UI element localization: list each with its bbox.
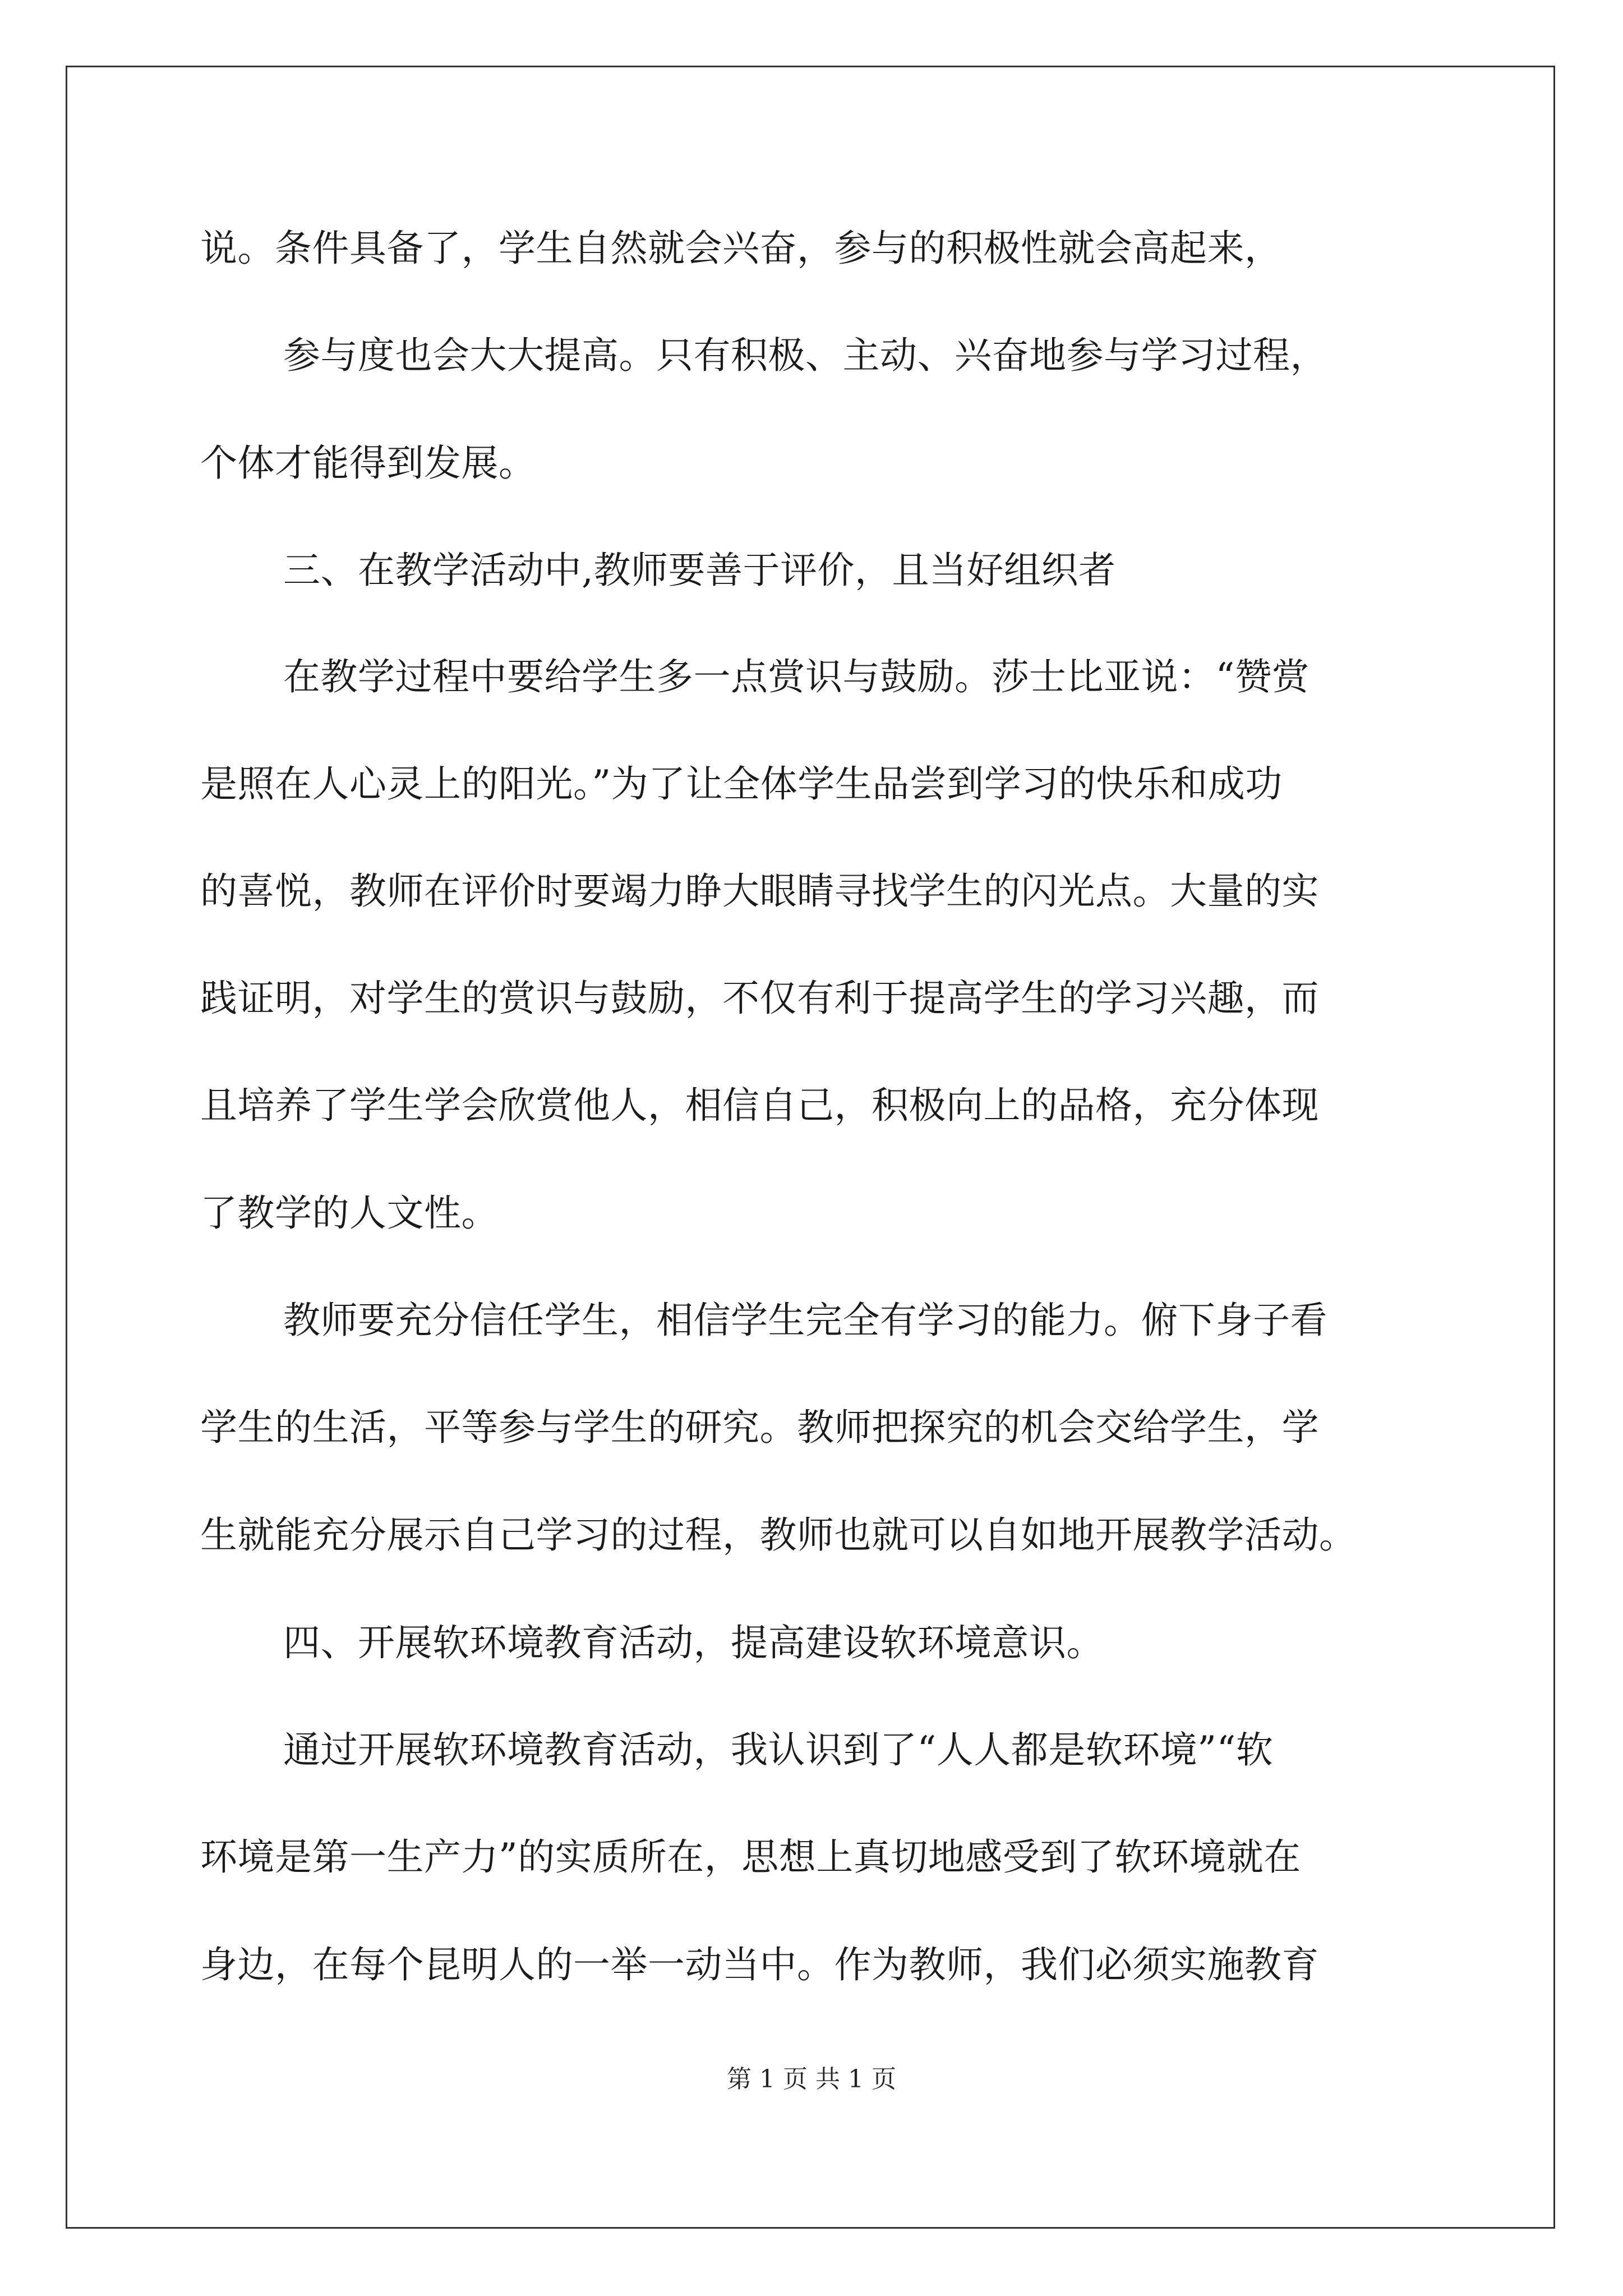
text-line: 通过开展软环境教育活动，我认识到了“人人都是软环境”“软 bbox=[283, 1728, 1274, 1772]
page-border bbox=[66, 66, 1555, 2229]
page-footer: 第 1 页 共 1 页 bbox=[727, 2065, 896, 2093]
section-heading: 三、在教学活动中,教师要善于评价，且当好组织者 bbox=[283, 549, 1116, 592]
text-line: 的喜悦，教师在评价时要竭力睁大眼睛寻找学生的闪光点。大量的实 bbox=[200, 869, 1319, 913]
text-line: 在教学过程中要给学生多一点赏识与鼓励。莎士比亚说：“赞赏 bbox=[283, 655, 1310, 698]
text-line: 且培养了学生学会欣赏他人，相信自己，积极向上的品格，充分体现 bbox=[200, 1084, 1319, 1127]
text-line: 生就能充分展示自己学习的过程，教师也就可以自如地开展教学活动。 bbox=[200, 1513, 1357, 1557]
text-line: 个体才能得到发展。 bbox=[200, 441, 536, 485]
text-line: 说。条件具备了，学生自然就会兴奋，参与的积极性就会高起来， bbox=[200, 227, 1282, 270]
section-heading: 四、开展软环境教育活动，提高建设软环境意识。 bbox=[283, 1621, 1104, 1664]
text-line: 环境是第一生产力”的实质所在，思想上真切地感受到了软环境就在 bbox=[200, 1835, 1301, 1879]
text-line: 身边，在每个昆明人的一举一动当中。作为教师，我们必须实施教育 bbox=[200, 1943, 1319, 1986]
text-line: 学生的生活，平等参与学生的研究。教师把探究的机会交给学生，学 bbox=[200, 1406, 1319, 1449]
text-line: 了教学的人文性。 bbox=[200, 1191, 499, 1235]
text-line: 参与度也会大大提高。只有积极、主动、兴奋地参与学习过程， bbox=[283, 334, 1327, 377]
text-line: 是照在人心灵上的阳光。”为了让全体学生品尝到学习的快乐和成功 bbox=[200, 762, 1283, 806]
text-line: 践证明，对学生的赏识与鼓励，不仅有利于提高学生的学习兴趣，而 bbox=[200, 977, 1319, 1020]
text-line: 教师要充分信任学生，相信学生完全有学习的能力。俯下身子看 bbox=[283, 1299, 1327, 1342]
